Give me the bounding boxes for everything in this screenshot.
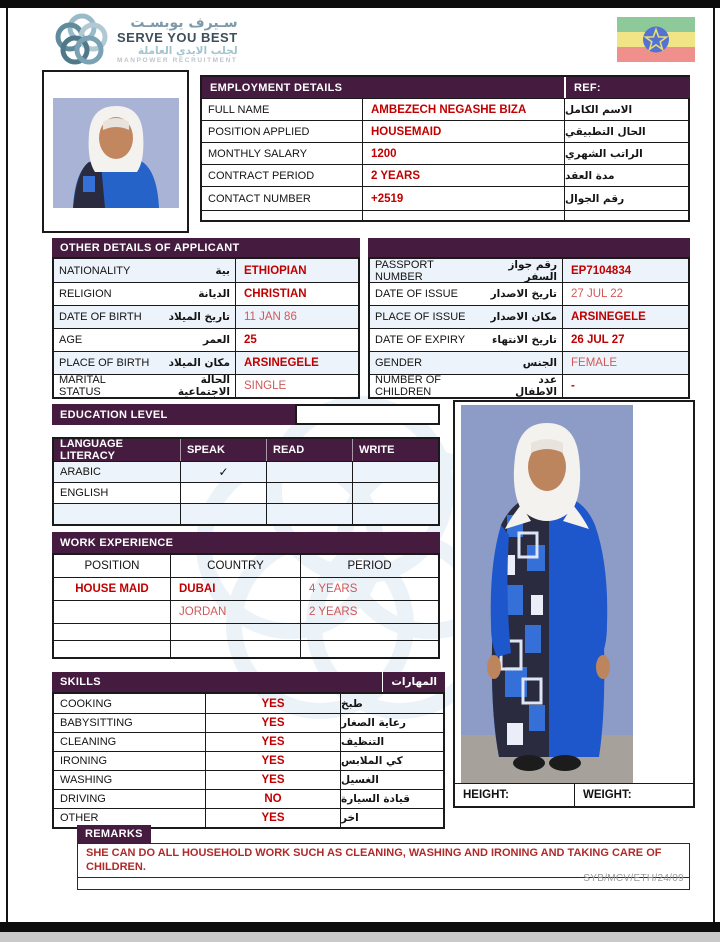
skills-header-arabic: المهارات bbox=[382, 672, 445, 692]
field-label: AGE bbox=[59, 334, 83, 346]
field-label: NUMBER OF CHILDREN bbox=[375, 374, 441, 397]
skills-header-label: SKILLS bbox=[60, 676, 101, 688]
field-label: CONTACT NUMBER bbox=[202, 186, 362, 210]
employment-details-table bbox=[200, 75, 690, 222]
speak-cell bbox=[180, 482, 266, 503]
language-name: ARABIC bbox=[54, 461, 180, 482]
applicant-full-body-photo bbox=[461, 405, 633, 784]
logo-arabic-name: سـيرف يوبسـت bbox=[130, 14, 238, 31]
field-label: DATE OF ISSUE bbox=[375, 288, 458, 300]
column-header: PERIOD bbox=[300, 555, 438, 577]
other-details-header: OTHER DETAILS OF APPLICANT bbox=[52, 238, 360, 257]
skill-arabic-label: اخر bbox=[340, 808, 443, 827]
skill-arabic-label: التنظيف bbox=[340, 732, 443, 751]
field-arabic-label: الحال التطبيقي bbox=[564, 120, 690, 142]
field-arabic-label: تاريخ الاصدار bbox=[490, 288, 557, 300]
column-header: LANGUAGE LITERACY bbox=[54, 439, 180, 461]
ethiopia-flag-icon bbox=[617, 17, 695, 62]
skill-value: YES bbox=[205, 751, 340, 770]
skills-header bbox=[52, 672, 445, 692]
field-value: FEMALE bbox=[562, 351, 688, 374]
ref-label: REF: bbox=[564, 77, 690, 98]
skill-label: CLEANING bbox=[54, 732, 205, 751]
position-cell bbox=[54, 623, 170, 640]
field-value: CHRISTIAN bbox=[235, 282, 358, 305]
field-value: HOUSEMAID bbox=[362, 120, 564, 142]
write-cell bbox=[352, 503, 438, 524]
id-photo-frame bbox=[42, 70, 189, 233]
column-header: READ bbox=[266, 439, 352, 461]
field-value: ARSINEGELE bbox=[562, 305, 688, 328]
remarks-box bbox=[77, 843, 690, 890]
other-details-left-table bbox=[52, 257, 360, 399]
column-header: POSITION bbox=[84, 560, 140, 572]
field-label: NATIONALITY bbox=[59, 264, 131, 277]
field-value: EP7104834 bbox=[562, 259, 688, 282]
period-cell bbox=[300, 640, 438, 657]
employment-details-header: EMPLOYMENT DETAILS bbox=[202, 77, 564, 98]
field-value: 26 JUL 27 bbox=[562, 328, 688, 351]
language-name: ENGLISH bbox=[54, 482, 180, 503]
logo-tagline: MANPOWER RECRUITMENT bbox=[117, 57, 238, 65]
skill-arabic-label: قيادة السيارة bbox=[340, 789, 443, 808]
other-details-header-right bbox=[368, 238, 690, 257]
field-label: DATE OF BIRTH bbox=[59, 311, 142, 323]
other-details-right-table bbox=[368, 257, 690, 399]
skill-arabic-label: رعاية الصغار bbox=[340, 713, 443, 732]
skill-label: IRONING bbox=[54, 751, 205, 770]
education-level-value bbox=[295, 404, 440, 425]
field-label: RELIGION bbox=[59, 288, 112, 300]
period-cell: 4 YEARS bbox=[300, 577, 438, 600]
field-arabic-label: تاريخ الانتهاء bbox=[492, 334, 557, 346]
field-value: +2519 bbox=[362, 186, 564, 210]
column-header: COUNTRY bbox=[170, 555, 300, 577]
skill-arabic-label: طبخ bbox=[340, 694, 443, 713]
education-level-header: EDUCATION LEVEL bbox=[52, 404, 295, 425]
field-value: 25 bbox=[235, 328, 358, 351]
field-value: 2 YEARS bbox=[362, 164, 564, 186]
skill-value: YES bbox=[205, 713, 340, 732]
position-cell: HOUSE MAID bbox=[54, 577, 170, 600]
empty-cell bbox=[362, 210, 564, 220]
field-arabic-label: مكان الاصدار bbox=[490, 311, 557, 323]
field-arabic-label: مكان الميلاد bbox=[168, 357, 230, 369]
field-arabic-label: تاريخ الميلاد bbox=[168, 311, 230, 323]
remarks-header: REMARKS bbox=[77, 825, 151, 843]
skill-value: YES bbox=[205, 808, 340, 827]
field-value: ETHIOPIAN bbox=[235, 259, 358, 282]
right-page-edge bbox=[713, 8, 715, 922]
country-cell bbox=[170, 623, 300, 640]
field-arabic-label: الحالة الاجتماعية bbox=[177, 374, 230, 397]
write-cell bbox=[352, 461, 438, 482]
field-label: MARITAL STATUS bbox=[59, 374, 106, 397]
field-arabic-label: رقم الجوال bbox=[564, 186, 690, 210]
country-cell bbox=[170, 640, 300, 657]
field-value: 27 JUL 22 bbox=[562, 282, 688, 305]
field-value: - bbox=[562, 374, 688, 397]
remarks-text: SHE CAN DO ALL HOUSEHOLD WORK SUCH AS CLEANING, WASHING AND IRONING AND TAKING CARE OF CHILDREN. bbox=[86, 847, 662, 873]
skill-label: BABYSITTING bbox=[54, 713, 205, 732]
field-arabic-label: مدة العقد bbox=[564, 164, 690, 186]
left-page-edge bbox=[6, 8, 8, 922]
empty-cell bbox=[202, 210, 362, 220]
field-value: 11 JAN 86 bbox=[235, 305, 358, 328]
skill-arabic-label: الغسيل bbox=[340, 770, 443, 789]
read-cell bbox=[266, 482, 352, 503]
skill-value: YES bbox=[205, 770, 340, 789]
weight-label: WEIGHT: bbox=[574, 784, 693, 806]
empty-cell bbox=[564, 210, 690, 220]
language-literacy-table bbox=[52, 437, 440, 526]
document-code: SYB/MCV/ETH/24/09 bbox=[583, 873, 684, 884]
work-experience-table bbox=[52, 553, 440, 659]
logo-knot-icon bbox=[55, 13, 109, 67]
field-value: AMBEZECH NEGASHE BIZA bbox=[362, 98, 564, 120]
skills-table bbox=[52, 692, 445, 829]
field-value: 1200 bbox=[362, 142, 564, 164]
field-label: CONTRACT PERIOD bbox=[202, 164, 362, 186]
skill-arabic-label: كي الملابس bbox=[340, 751, 443, 770]
work-experience-header: WORK EXPERIENCE bbox=[52, 532, 440, 553]
field-label: PLACE OF BIRTH bbox=[59, 357, 150, 369]
field-arabic-label: العمر bbox=[202, 334, 230, 346]
position-cell bbox=[54, 600, 170, 623]
bottom-scan-strip bbox=[0, 932, 720, 942]
column-header: SPEAK bbox=[180, 439, 266, 461]
field-label: MONTHLY SALARY bbox=[202, 142, 362, 164]
full-body-photo-frame bbox=[453, 400, 695, 808]
bottom-border-bar bbox=[0, 922, 720, 932]
field-label: POSITION APPLIED bbox=[202, 120, 362, 142]
write-cell bbox=[352, 482, 438, 503]
column-header: WRITE bbox=[352, 439, 438, 461]
speak-cell bbox=[180, 503, 266, 524]
skill-value: YES bbox=[205, 732, 340, 751]
top-border-bar bbox=[0, 0, 720, 8]
read-cell bbox=[266, 461, 352, 482]
skill-label: DRIVING bbox=[54, 789, 205, 808]
field-arabic-label: الديانة bbox=[198, 288, 230, 300]
speak-checkmark: ✓ bbox=[180, 461, 266, 482]
field-arabic-label: الراتب الشهري bbox=[564, 142, 690, 164]
skill-label: COOKING bbox=[60, 697, 112, 710]
logo-name: SERVE YOU BEST bbox=[117, 30, 238, 46]
logo-arabic-tagline: لجلب الايدي العاملة bbox=[137, 44, 238, 57]
field-arabic-label: عدد الاطفال bbox=[515, 374, 557, 397]
field-label: PLACE OF ISSUE bbox=[375, 311, 466, 323]
skill-value: NO bbox=[205, 789, 340, 808]
applicant-id-photo bbox=[53, 98, 179, 208]
field-value: ARSINEGELE bbox=[235, 351, 358, 374]
position-cell bbox=[54, 640, 170, 657]
skill-value: YES bbox=[205, 694, 340, 713]
field-label: PASSPORT NUMBER bbox=[375, 259, 434, 282]
skill-label: WASHING bbox=[54, 770, 205, 789]
agency-logo bbox=[55, 13, 238, 67]
field-value: SINGLE bbox=[235, 374, 358, 397]
country-cell: JORDAN bbox=[170, 600, 300, 623]
height-label: HEIGHT: bbox=[463, 789, 509, 801]
height-weight-row bbox=[455, 783, 693, 806]
field-label: GENDER bbox=[375, 357, 423, 369]
field-label: DATE OF EXPIRY bbox=[375, 334, 466, 346]
period-cell bbox=[300, 623, 438, 640]
field-arabic-label: الاسم الكامل bbox=[564, 98, 690, 120]
field-arabic-label: بية bbox=[215, 264, 230, 277]
skill-label: OTHER bbox=[54, 808, 205, 827]
field-arabic-label: الجنس bbox=[522, 357, 557, 369]
field-label: FULL NAME bbox=[202, 98, 362, 120]
period-cell: 2 YEARS bbox=[300, 600, 438, 623]
read-cell bbox=[266, 503, 352, 524]
language-name bbox=[54, 503, 180, 524]
country-cell: DUBAI bbox=[170, 577, 300, 600]
field-arabic-label: رقم جواز السفر bbox=[508, 259, 557, 282]
